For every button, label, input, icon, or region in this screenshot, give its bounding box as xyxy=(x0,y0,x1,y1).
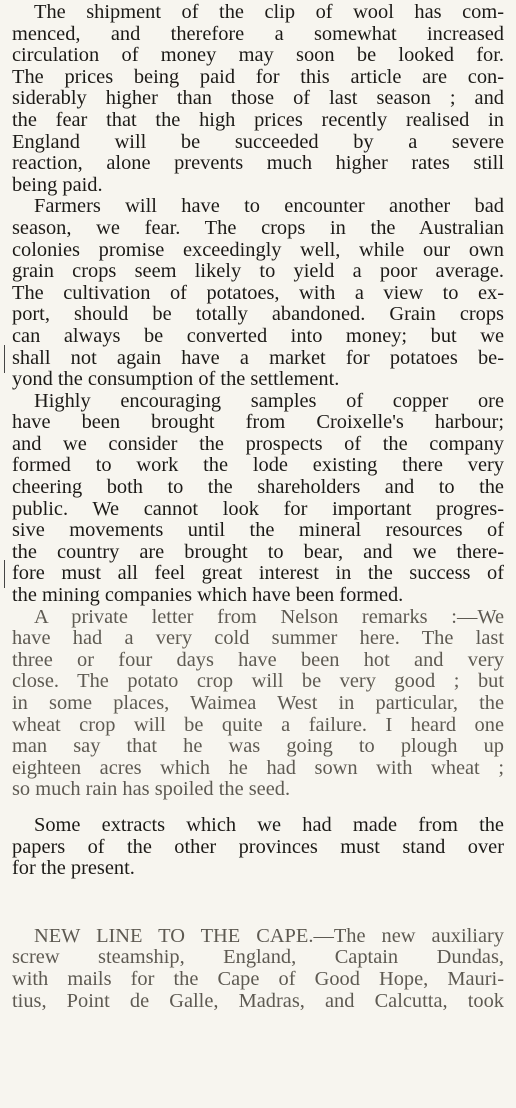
text-line: season, we fear. The crops in the Australian xyxy=(12,217,504,239)
text-line: the fear that the high prices recently realised in xyxy=(12,109,504,131)
text-line: with mails for the Cape of Good Hope, Mauri- xyxy=(12,968,504,990)
text-line: three or four days have been hot and very xyxy=(12,649,504,671)
text-line: can always be converted into money; but we xyxy=(12,325,504,347)
text-line: The cultivation of potatoes, with a view to ex- xyxy=(12,282,504,304)
column-edge-mark xyxy=(4,560,5,588)
paragraph-nelson-letter xyxy=(12,607,504,801)
text-line: the country are brought to bear, and we there- xyxy=(12,541,504,563)
text-line: circulation of money may soon be looked for. xyxy=(12,45,504,67)
text-line: sive movements until the mineral resources of xyxy=(12,520,504,542)
text-line: close. The potato crop will be very good ; but xyxy=(12,671,504,693)
section-spacer xyxy=(12,880,504,926)
text-line: so much rain has spoiled the seed. xyxy=(12,779,291,801)
column-edge-mark xyxy=(4,345,5,373)
paragraph-new-line-to-the-cape xyxy=(12,926,504,1012)
text-line: man say that he was going to plough up xyxy=(12,736,504,758)
text-line: siderably higher than those of last season ; and xyxy=(12,88,504,110)
text-line: being paid. xyxy=(12,174,103,196)
text-line: papers of the other provinces must stand over xyxy=(12,836,504,858)
paragraph-farmers xyxy=(12,196,504,390)
text-line: public. We cannot look for important progres- xyxy=(12,498,504,520)
text-line: have had a very cold summer here. The last xyxy=(12,628,504,650)
text-line: Highly encouraging samples of copper ore xyxy=(34,390,504,412)
text-line: screw steamship, England, Captain Dundas, xyxy=(12,947,504,969)
text-line: Farmers will have to encounter another bad xyxy=(34,196,504,218)
text-line: in some places, Waimea West in particular, the xyxy=(12,693,504,714)
text-line: grain crops seem likely to yield a poor average. xyxy=(12,261,504,283)
text-line: fore must all feel great interest in the success of xyxy=(12,563,504,585)
text-line: reaction, alone prevents much higher rates still xyxy=(12,153,504,175)
paragraph-extracts xyxy=(12,815,504,880)
text-line: formed to work the lode existing there very xyxy=(12,455,504,477)
text-line: Some extracts which we had made from the xyxy=(34,814,504,836)
text-line: The shipment of the clip of wool has com- xyxy=(34,2,504,23)
text-line: have been brought from Croixelle's harbour; xyxy=(12,412,504,434)
text-line: tius, Point de Galle, Madras, and Calcutta, took xyxy=(12,990,504,1012)
paragraph-spacer xyxy=(12,801,504,815)
text-line: NEW LINE TO THE CAPE.—The new auxiliary xyxy=(34,925,504,947)
text-line: for the present. xyxy=(12,858,135,880)
text-line: menced, and therefore a somewhat increased xyxy=(12,23,504,45)
text-line: England will be succeeded by a severe xyxy=(12,131,504,153)
text-line: wheat crop will be quite a failure. I heard one xyxy=(12,714,504,736)
text-line: and we consider the prospects of the company xyxy=(12,433,504,455)
text-line: the mining companies which have been formed. xyxy=(12,585,404,607)
text-line: shall not again have a market for potatoes be- xyxy=(12,347,504,369)
paragraph-copper-ore xyxy=(12,391,504,607)
text-line: A private letter from Nelson remarks :—We xyxy=(34,606,504,628)
text-line: cheering both to the shareholders and to the xyxy=(12,477,504,499)
text-line: yond the consumption of the settlement. xyxy=(12,369,340,391)
text-line: port, should be totally abandoned. Grain crops xyxy=(12,304,504,326)
text-line: eighteen acres which he had sown with wheat ; xyxy=(12,757,504,779)
paragraph-wool-shipment xyxy=(12,2,504,196)
text-line: The prices being paid for this article are con- xyxy=(12,66,504,88)
text-line: colonies promise exceedingly well, while our own xyxy=(12,239,504,261)
